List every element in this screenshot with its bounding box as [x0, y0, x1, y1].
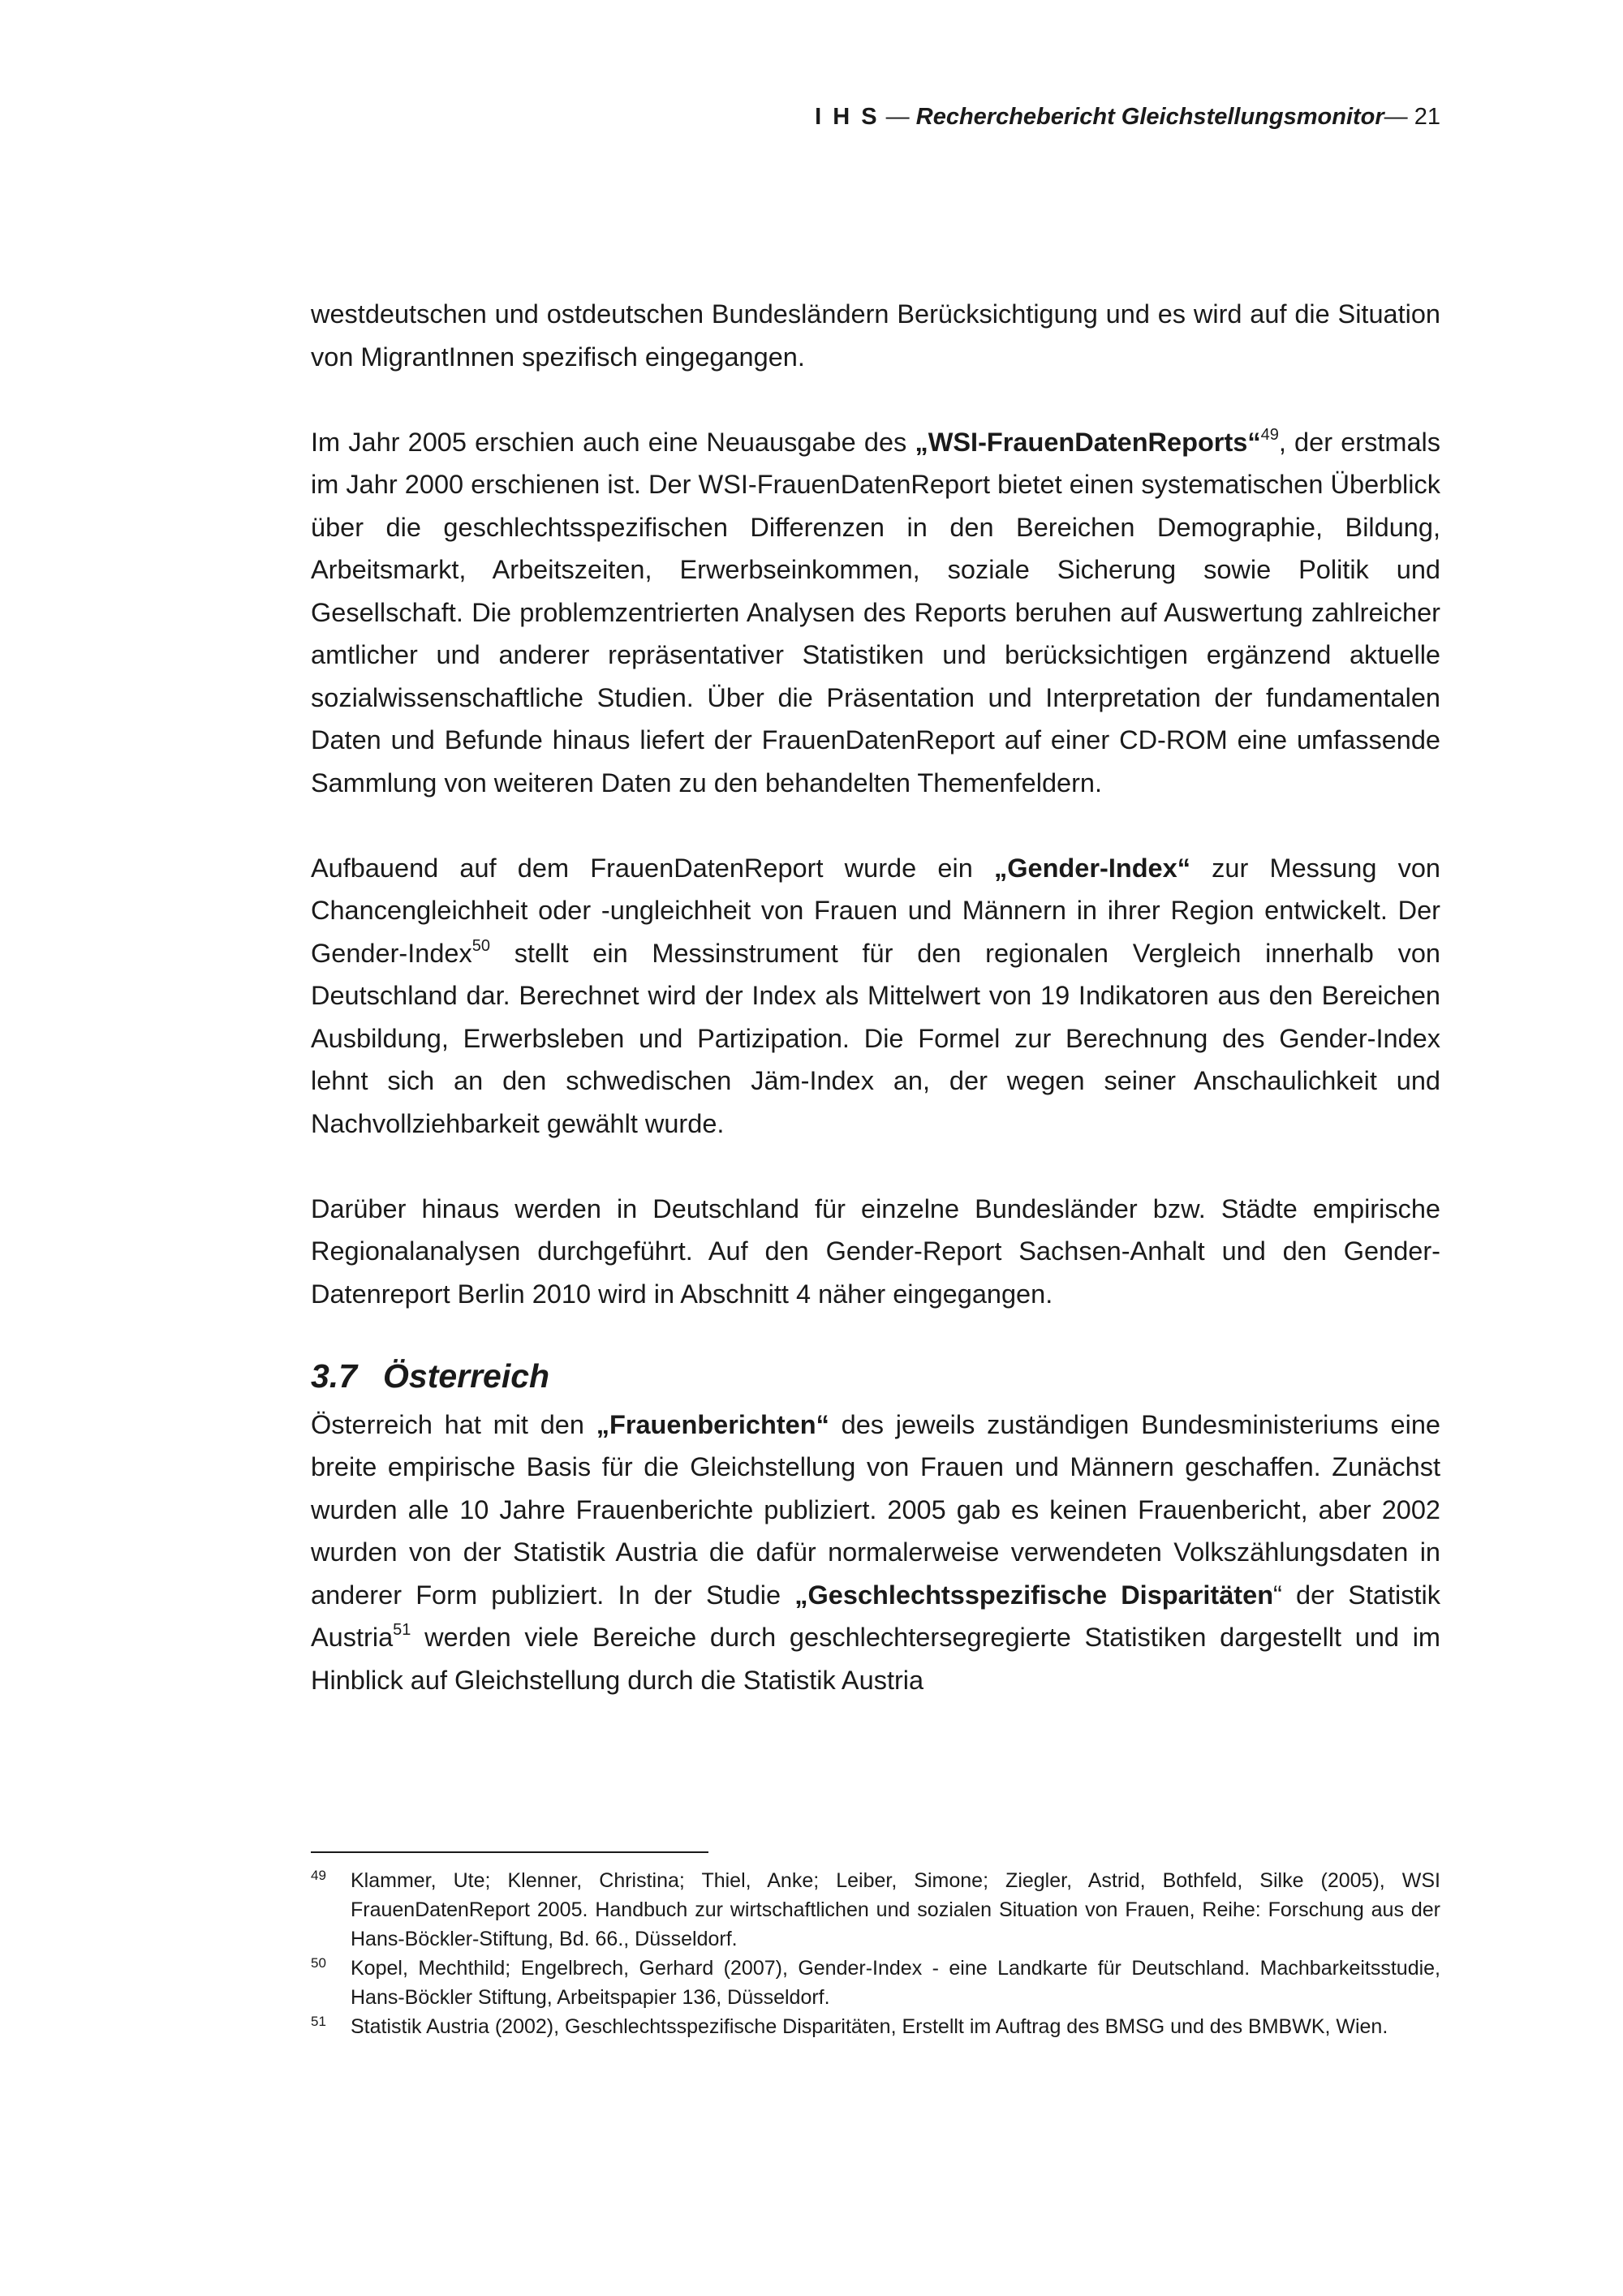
paragraph-2-lead: Im Jahr 2005 erschien auch eine Neuausgabe des — [311, 427, 915, 457]
footnote-number: 49 — [311, 1868, 326, 1883]
footnote-number: 51 — [311, 2014, 326, 2029]
paragraph-2-body: , der erstmals im Jahr 2000 erschienen ist. Der WSI-FrauenDatenReport bietet einen systematischen Überblick über die geschlechtsspezifischen Differenzen in den Bereichen Demographie, Bildung, Arbeitsmarkt, Arbeitszeiten, Erwerbseinkommen, soziale Sicherung sowie Politik und Gesellschaft. Die problemzentrierten Analysen des Reports beruhen auf Auswertung zahlreicher amtlicher und anderer repräsentativer Statistiken und berücksichtigen ergänzend aktuelle sozialwissenschaftliche Studien. Über die Präsentation und Interpretation der fundamentalen Daten und Befunde hinaus liefert der FrauenDatenReport auf einer CD-ROM eine umfassende Sammlung von weiteren Daten zu den behandelten Themenfeldern. — [311, 427, 1440, 798]
header-page-separator: — — [1384, 104, 1414, 130]
frauenberichte-title: „Frauenberichten“ — [596, 1409, 829, 1439]
footnote-text: Klammer, Ute; Klenner, Christina; Thiel, Anke; Leiber, Simone; Ziegler, Astrid, Bothfeld, Silke (2005), WSI FrauenDatenReport 2005. Handbuch zur wirtschaftlichen und sozialen Situation von Frauen, Reihe: Forschung aus der Hans-Böckler-Stiftung, Bd. 66., Düsseldorf. — [351, 1869, 1440, 1950]
running-header — [815, 102, 1440, 131]
paragraph-3-body: stellt ein Messinstrument für den regionalen Vergleich innerhalb von Deutschland dar. Berechnet wird der Index als Mittelwert von 19 Indikatoren aus den Bereichen Ausbildung, Erwerbsleben und Partizipation. Die Formel zur Berechnung des Gender-Index lehnt sich an den schwedischen Jäm-Index an, der wegen seiner Anschaulichkeit und Nachvollziehbarkeit gewählt wurde. — [311, 938, 1440, 1138]
section-number: 3.7 — [311, 1357, 357, 1395]
section-heading — [311, 1355, 1440, 1397]
header-separator: — — [879, 104, 916, 130]
footnote-ref-49[interactable]: 49 — [1260, 425, 1279, 444]
paragraph-5-lead: Österreich hat mit den — [311, 1409, 596, 1439]
page-number: 21 — [1414, 104, 1440, 130]
paragraph-5-middle-2: “ der Statistik Austria — [311, 1580, 1440, 1652]
paragraph-4-text: Darüber hinaus werden in Deutschland für einzelne Bundesländer bzw. Städte empirische Regionalanalysen durchgeführt. Auf den Gender-Report Sachsen-Anhalt und den Gender-Datenreport Berlin 2010 wird in Abschnitt 4 näher eingegangen. — [311, 1193, 1440, 1309]
paragraph-5-middle-1: des jeweils zuständigen Bundesministeriums eine breite empirische Basis für die Gleichstellung von Frauen und Männern geschaffen. Zunächst wurden alle 10 Jahre Frauenberichte publiziert. 2005 gab es keinen Frauenbericht, aber 2002 wurden von der Statistik Austria die dafür normalerweise verwendeten Volkszählungsdaten in anderer Form publiziert. In der Studie — [311, 1409, 1440, 1610]
paragraph-1-text: westdeutschen und ostdeutschen Bundesländern Berücksichtigung und es wird auf die Situation von MigrantInnen spezifisch eingegangen. — [311, 299, 1440, 372]
header-org: I H S — [815, 104, 880, 130]
wsi-report-title: „WSI-FrauenDatenReports“ — [915, 427, 1261, 457]
footnote-divider — [311, 1851, 708, 1853]
paragraph-2 — [311, 421, 1440, 805]
footnote-number: 50 — [311, 1955, 326, 1971]
header-title: Recherchebericht Gleichstellungsmonitor — [915, 104, 1384, 130]
gender-index-title: „Gender-Index“ — [993, 853, 1190, 883]
footnote-text: Statistik Austria (2002), Geschlechtsspezifische Disparitäten, Erstellt im Auftrag des BMSG und des BMBWK, Wien. — [351, 2015, 1388, 2038]
paragraph-3-lead: Aufbauend auf dem FrauenDatenReport wurde ein — [311, 853, 994, 883]
footnote-ref-51[interactable]: 51 — [393, 1621, 411, 1639]
footnote-ref-50[interactable]: 50 — [471, 936, 490, 955]
paragraph-4 — [311, 1188, 1440, 1316]
footnote-49 — [311, 1866, 1440, 1954]
paragraph-5-body: werden viele Bereiche durch geschlechtersegregierte Statistiken dargestellt und im Hinblick auf Gleichstellung durch die Statistik Austria — [311, 1623, 1440, 1695]
disparitaeten-title: „Geschlechtsspezifische Disparitäten — [794, 1580, 1274, 1610]
footnote-text: Kopel, Mechthild; Engelbrech, Gerhard (2007), Gender-Index - eine Landkarte für Deutschland. Machbarkeitsstudie, Hans-Böckler Stiftung, Arbeitspapier 136, Düsseldorf. — [351, 1957, 1440, 2009]
paragraph-5 — [311, 1404, 1440, 1702]
paragraph-3 — [311, 847, 1440, 1146]
footnote-51 — [311, 2012, 1440, 2041]
body-text — [311, 293, 1440, 1701]
paragraph-3-middle: zur Messung von Chancengleichheit oder -ungleichheit von Frauen und Männern in ihrer Region entwickelt. Der Gender-Index — [311, 853, 1440, 968]
footnote-50 — [311, 1954, 1440, 2012]
footnotes — [311, 1866, 1440, 2041]
paragraph-1 — [311, 293, 1440, 378]
section-title: Österreich — [383, 1357, 550, 1395]
